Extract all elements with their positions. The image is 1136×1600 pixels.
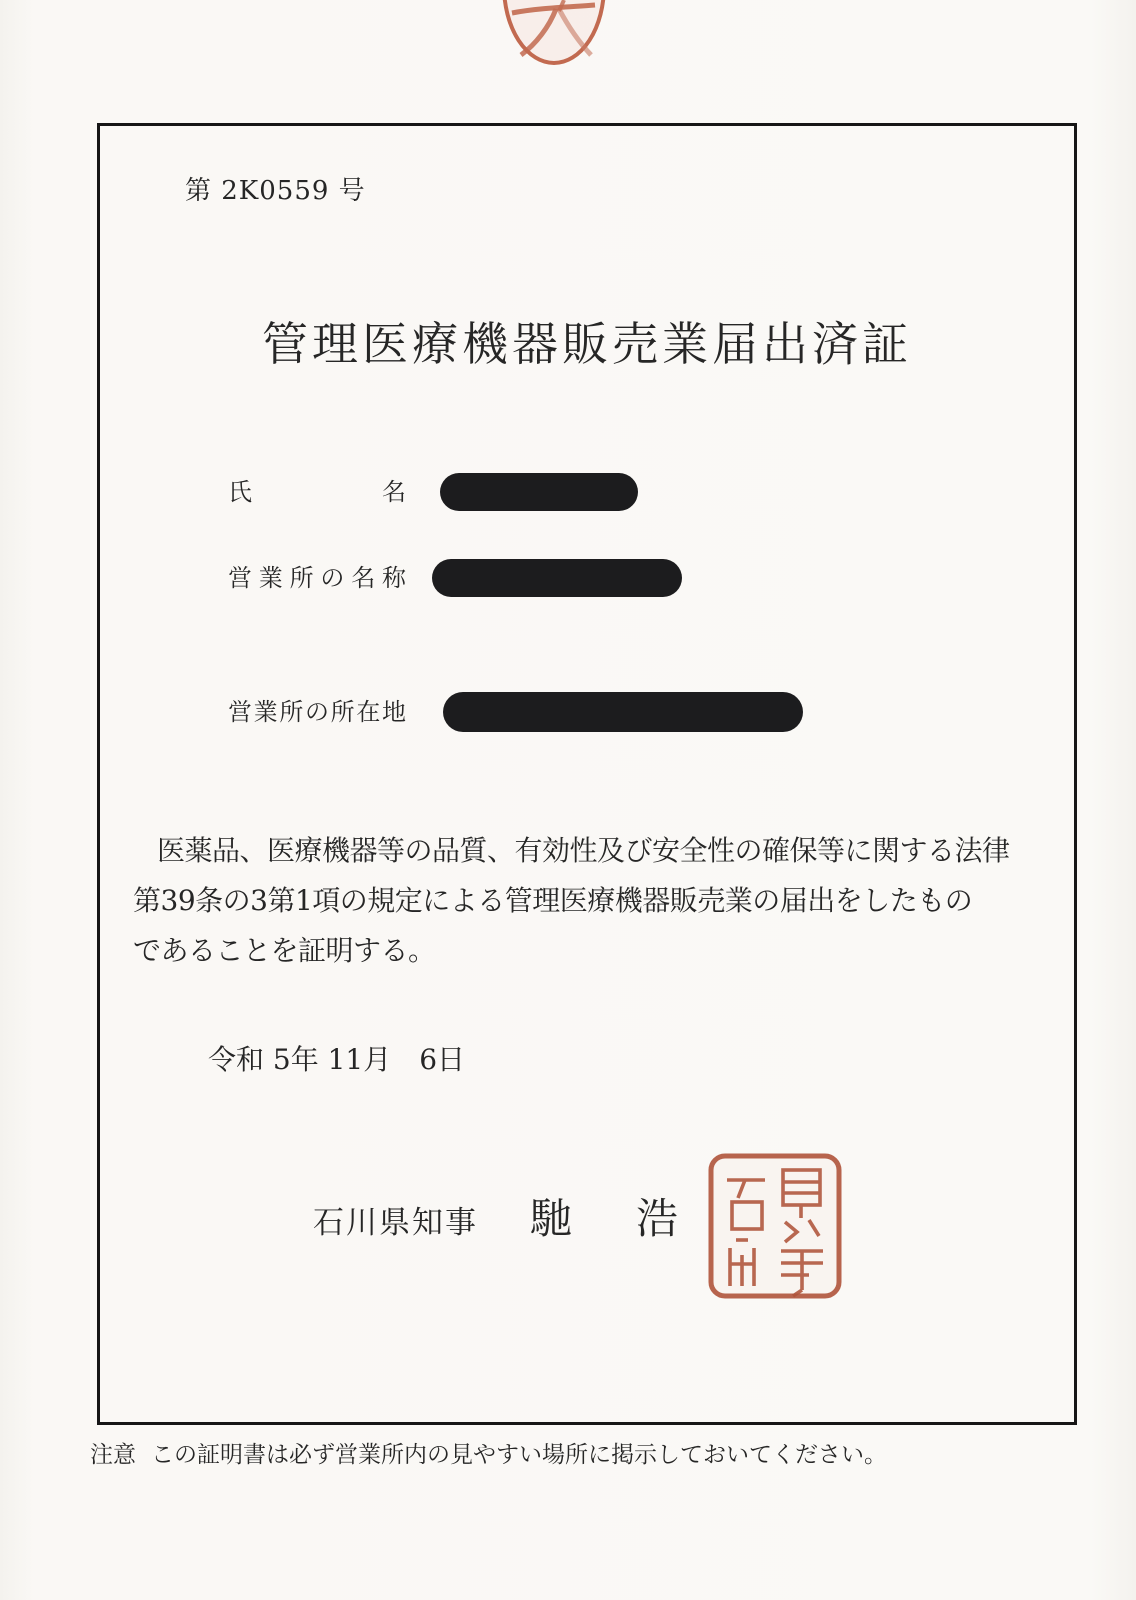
certificate-title: 管理医療機器販売業届出済証 bbox=[262, 317, 912, 371]
reception-stamp-icon bbox=[498, 0, 610, 72]
redacted-name-value bbox=[440, 473, 638, 511]
field-label-name: 氏名 bbox=[228, 478, 406, 506]
field-label-office-name: 営業所の名称 bbox=[228, 564, 406, 592]
footer-note bbox=[90, 1436, 887, 1469]
certificate-number: 第 2K0559 号 bbox=[185, 176, 366, 206]
certificate-frame bbox=[97, 123, 1077, 1425]
field-row-name bbox=[228, 472, 638, 512]
issuer-name-given: 浩 bbox=[636, 1194, 679, 1243]
redacted-office-address-value bbox=[443, 692, 803, 732]
issue-date: 令和 5年 11月 6日 bbox=[208, 1043, 466, 1076]
field-row-office-name bbox=[228, 558, 682, 598]
issuer-title: 石川県知事 bbox=[313, 1205, 478, 1241]
certificate-body bbox=[133, 826, 1019, 976]
body-line-3: であることを証明する。 bbox=[133, 934, 436, 967]
field-row-office-address bbox=[228, 691, 803, 733]
footer-note-text: この証明書は必ず営業所内の見やすい場所に掲示しておいてください。 bbox=[151, 1442, 887, 1468]
body-line-2: 第39条の3第1項の規定による管理医療機器販売業の届出をしたもの bbox=[133, 884, 973, 917]
issuer-name-family: 馳 bbox=[530, 1194, 573, 1243]
governor-seal-icon bbox=[707, 1152, 843, 1300]
footer-note-label: 注意 bbox=[90, 1442, 136, 1468]
field-label-office-address: 営業所の所在地 bbox=[228, 698, 406, 726]
issuer-line bbox=[100, 1186, 1074, 1246]
redacted-office-name-value bbox=[432, 559, 682, 597]
body-line-1: 医薬品、医療機器等の品質、有効性及び安全性の確保等に関する法律 bbox=[157, 834, 1010, 867]
